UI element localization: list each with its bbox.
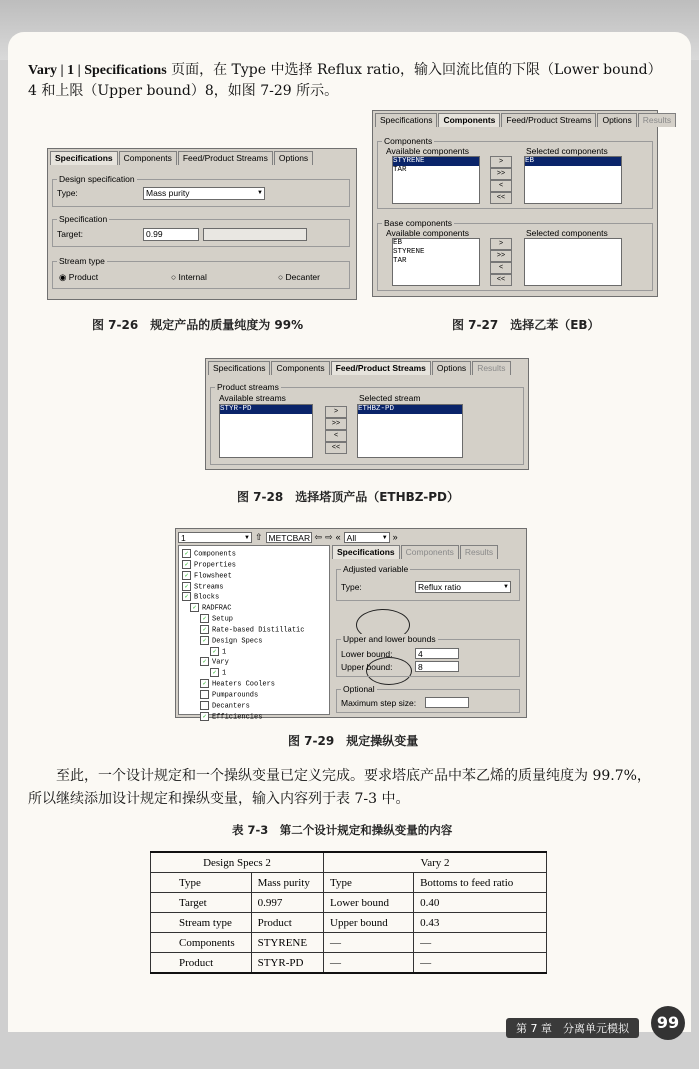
tab-results[interactable]: Results [472,361,510,375]
header-design-specs: Design Specs 2 [151,852,324,873]
intro-paragraph [28,60,656,102]
move-left-button[interactable]: < [325,430,347,442]
tree-item[interactable]: ✓ Heaters Coolers [182,679,304,690]
adjusted-variable-group [336,564,520,601]
table-cell: Product [251,913,323,933]
fig727-tabs [375,113,672,127]
stream-type-group [52,256,350,289]
table-cell: STYRENE [251,933,323,953]
list-item[interactable]: TAR [393,257,407,265]
navigation-tree [178,545,330,721]
tab-options[interactable]: Options [597,113,636,127]
target-unit-field[interactable] [203,228,307,241]
tab-components[interactable]: Components [401,545,459,559]
next-icon[interactable]: » [392,532,398,542]
tab-results[interactable]: Results [638,113,676,127]
table-row [151,953,547,974]
fig728-window [205,358,529,470]
components-group [377,136,653,209]
filter-combo[interactable]: All ▼ [344,532,390,543]
chapter-footer: 第 7 章 分离单元模拟 [506,1018,639,1038]
table-cell: Mass purity [251,873,323,893]
available-streams-list[interactable] [219,404,313,458]
fig729-caption: 图 7-29 规定操纵变量 [288,734,419,748]
tree-item[interactable]: ✓ 1 [182,647,304,658]
up-icon[interactable]: ⇧ [255,531,263,542]
tree-item[interactable]: ✓ Setup [182,614,304,625]
base-available-label: Available components [386,228,470,238]
table-cell: 0.40 [414,893,547,913]
table-cell: Components [151,933,252,953]
move-right-button[interactable]: > [490,156,512,168]
list-item[interactable]: ETHBZ-PD [358,405,462,414]
back-icon[interactable]: ⇦ [314,531,323,542]
table-cell: Type [151,873,252,893]
table-cell: Type [324,873,414,893]
table-cell: STYR-PD [251,953,323,974]
base-components-group [377,218,653,291]
tree-item[interactable]: ✓ Rate-based Distillatic [182,625,304,636]
table-row [151,933,547,953]
tab-options[interactable]: Options [432,361,471,375]
design-spec-title: Design specification [59,174,135,184]
lower-bound-input[interactable]: 4 [415,648,459,659]
fig728-caption: 图 7-28 选择塔顶产品（ETHBZ-PD） [237,490,460,504]
radio-internal[interactable]: ○ Internal [171,272,207,282]
table-cell: — [324,933,414,953]
table-cell: Lower bound [324,893,414,913]
move-left-button[interactable]: < [490,262,512,274]
list-item[interactable]: STYR-PD [220,405,312,414]
table-cell: Bottoms to feed ratio [414,873,547,893]
table-cell: 0.997 [251,893,323,913]
tab-components[interactable]: Components [271,361,329,375]
table-row [151,913,547,933]
available-components-list[interactable] [392,156,480,204]
fig727-caption: 图 7-27 选择乙苯（EB） [452,318,600,332]
upper-bound-label: Upper bound: [341,662,393,672]
move-left-button[interactable]: < [490,180,512,192]
move-all-right-button[interactable]: >> [325,418,347,430]
type-dropdown[interactable]: Reflux ratio ▼ [415,581,511,593]
tab-components[interactable]: Components [119,151,177,165]
move-right-button[interactable]: > [325,406,347,418]
selected-stream-label: Selected stream [359,393,421,403]
intro-text: 页面，在 Type 中选择 Reflux ratio，输入回流比值的下限（Lower bound）4 和上限（Upper bound）8，如图 7-29 所示。 [28,62,655,99]
table-cell: Target [151,893,252,913]
adjusted-variable-title: Adjusted variable [343,564,409,574]
selected-components-label: Selected components [526,146,608,156]
design-spec-group [52,174,350,207]
base-selected-label: Selected components [526,228,608,238]
tab-results[interactable]: Results [460,545,498,559]
move-right-button[interactable]: > [490,238,512,250]
tree-item[interactable]: ✓ Streams [182,582,304,593]
fig727-window [372,110,672,297]
tab-options[interactable]: Options [274,151,313,165]
available-components-label: Available components [386,146,470,156]
fig726-caption: 图 7-26 规定产品的质量纯度为 99% [92,318,304,332]
type-label: Type: [341,582,362,592]
components-title: Components [384,136,433,146]
fig729-toolbar [178,531,524,543]
table-row [151,893,547,913]
table-caption: 表 7-3 第二个设计规定和操纵变量的内容 [232,823,453,837]
tree-item[interactable]: ✓ 1 [182,668,304,679]
base-selected-list[interactable] [524,238,622,286]
list-item[interactable]: EB [525,157,621,166]
lower-bound-label: Lower bound: [341,649,393,659]
table-cell: Product [151,953,252,974]
table-cell: — [414,953,547,974]
intro-bold: Vary | 1 | Specifications [28,63,167,78]
tree-item[interactable]: ✓ Design Specs [182,636,304,647]
tree-item[interactable]: Pumparounds [182,690,304,701]
radio-product[interactable]: ◉ Product [59,272,99,282]
specification-title: Specification [59,214,108,224]
product-streams-group [210,382,524,465]
target-label: Target: [57,229,83,239]
table-row [151,873,547,893]
radio-product-label: Product [68,272,99,282]
tree-item[interactable]: ✓ Properties [182,560,304,571]
bounds-title: Upper and lower bounds [343,634,436,644]
list-item[interactable]: STYRENE [393,248,425,256]
tab-feed-product-streams[interactable]: Feed/Product Streams [178,151,273,165]
type-label: Type: [57,188,78,198]
max-step-label: Maximum step size: [341,698,417,708]
tree-item[interactable]: ✓ Flowsheet [182,571,304,582]
fig728-tabs [208,361,526,375]
tree-item[interactable]: ✓ Components [182,549,304,560]
list-item[interactable]: STYRENE [393,157,479,166]
tab-specifications[interactable]: Specifications [332,545,400,559]
move-all-left-button[interactable]: << [325,442,347,454]
table-cell: — [324,953,414,974]
tree-item[interactable]: ✓ RADFRAC [182,603,304,614]
radio-internal-label: Internal [178,272,207,282]
fig729-tabs [332,545,522,559]
bounds-group [336,634,520,677]
tree-item[interactable]: ✓ Vary [182,657,304,668]
move-all-left-button[interactable]: << [490,192,512,204]
block-combo[interactable]: 1 ▼ [178,532,252,543]
type-dropdown[interactable]: Mass purity ▼ [143,187,265,200]
tab-specifications[interactable]: Specifications [208,361,270,375]
fig726-window [47,148,357,300]
tab-specifications[interactable]: Specifications [375,113,437,127]
base-available-list[interactable] [392,238,480,286]
page-number: 99 [651,1006,685,1040]
move-all-right-button[interactable]: >> [490,168,512,180]
upper-bound-input[interactable]: 8 [415,661,459,672]
radio-decanter[interactable]: ○ Decanter [278,272,320,282]
table-7-3 [150,851,547,974]
selected-stream-list[interactable] [357,404,463,458]
product-streams-title: Product streams [217,382,279,392]
table-cell: 0.43 [414,913,547,933]
tree-item[interactable]: Decanters [182,701,304,712]
radio-decanter-label: Decanter [285,272,320,282]
fig729-window [175,528,527,721]
available-streams-label: Available streams [219,393,286,403]
move-all-right-button[interactable]: >> [490,250,512,262]
list-item[interactable]: TAR [393,166,407,174]
base-components-title: Base components [384,218,453,228]
table-cell: Upper bound [324,913,414,933]
table-header-row [151,852,547,873]
tree-list [182,549,304,723]
tab-feed-product-streams[interactable]: Feed/Product Streams [331,361,431,375]
fig726-tabs [50,151,354,165]
optional-title: Optional [343,684,375,694]
move-all-left-button[interactable]: << [490,274,512,286]
body-paragraph: 至此，一个设计规定和一个操纵变量已定义完成。要求塔底产品中苯乙烯的质量纯度为 99.7%，所以继续添加设计规定和操纵变量，输入内容列于表 7-3 中。 [28,768,651,807]
header-vary: Vary 2 [324,852,547,873]
optional-group [336,684,520,713]
max-step-input[interactable] [425,697,469,708]
tab-specifications[interactable]: Specifications [50,151,118,165]
tree-item[interactable]: ✓ Efficiencies [182,712,304,723]
forward-icon[interactable]: ⇨ [325,531,333,542]
list-item[interactable]: EB [393,239,403,247]
tree-item[interactable]: ✓ Blocks [182,592,304,603]
specification-group [52,214,350,247]
form-combo[interactable]: METCBAR [266,532,312,543]
stream-type-title: Stream type [59,256,105,266]
previous-icon[interactable]: « [335,532,341,542]
table-cell: — [414,933,547,953]
selected-components-list[interactable] [524,156,622,204]
tab-feed-product-streams[interactable]: Feed/Product Streams [501,113,596,127]
table-cell: Stream type [151,913,252,933]
target-input[interactable]: 0.99 [143,228,199,241]
tab-components[interactable]: Components [438,113,500,127]
